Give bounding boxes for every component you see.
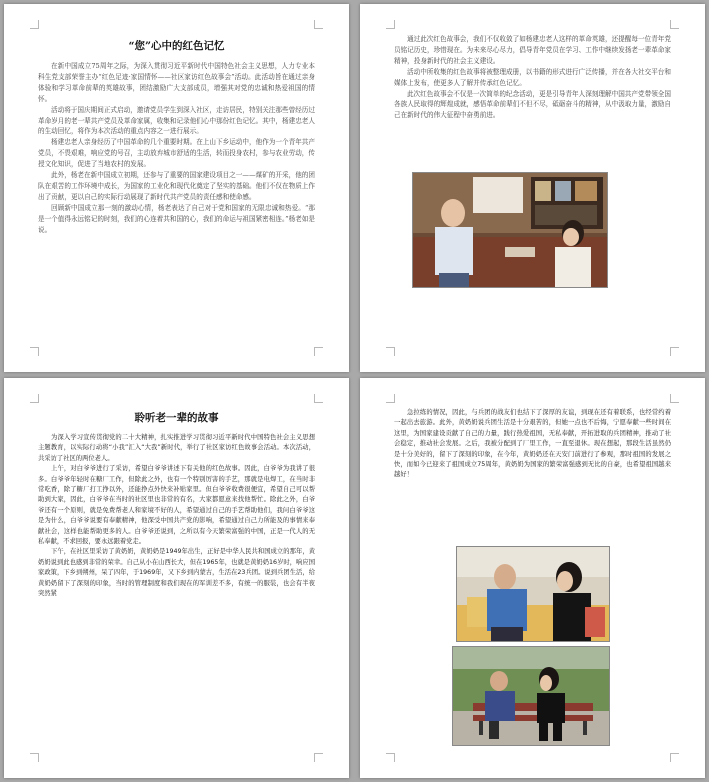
page-corner-mark [386, 753, 395, 762]
document-page-4 [360, 378, 705, 778]
document-page-1 [4, 4, 349, 372]
document-page-2 [360, 4, 705, 372]
interview-photo-image [453, 647, 609, 745]
page-corner-mark [314, 347, 323, 356]
paragraph: 上午，对白爷爷进行了采访，希望白爷爷讲述下有关他的红色故事。因此，白爷爷为我讲了很多。白爷爷年轻时在糖厂工作，但除此之外，也有一个特别厉害的手艺，那就是电焊工，在当时非常吃香，除了糖厂打工挣以外，还能挣点外快来补贴家里。但白爷爷收费很便宜，希望自己可以帮助到大家，因此，白爷爷在当时的社区里也非常的有名，大家都愿意来找他帮忙。除此之外，白爷爷还有一个原则，就是免费帮老人和家境不好的人，希望通过自己的手艺帮助他们，我问白爷爷这是为什么，白爷爷说要有奉献精神，他深受中国共产党的影响，希望通过自己力所能及的事情来奉献社会，这样也能帮助更多的人。白爷爷还说到，之所以有今天繁荣富强的中国，正是一代人的无私奉献，不求回报，要永远跟着党走。 [38, 465, 315, 546]
paragraph: 为深入学习宣传贯彻党的二十大精神，扎实推进学习贯彻习近平新时代中国特色社会主义思想主题教育，以实际行动将“小我”汇入“大我”新时代，举行了社区家访红色故事会活动。本次活动，共采访了社区的两位老人。 [38, 434, 315, 462]
paragraph: 在新中国成立75周年之际，为深入贯彻习近平新时代中国特色社会主义思想，人力专业本科生党支部荣誉主办“红色足迹·家国情怀——社区家访红色故事会”活动。此活动旨在通过亲身体验和学习革命前辈的英雄故事，团结激励广大支部成员，增强其对党的忠诚和热爱祖国的情怀。 [38, 62, 315, 103]
interview-photo [456, 546, 610, 642]
page-corner-mark [30, 753, 39, 762]
page-1-content [38, 34, 315, 236]
paragraph: 活动将于国庆期间正式启动，邀请党员学生到深入社区，走访居民，特别关注那些曾经历过革命岁月的老一辈共产党员及革命家属，收集和记录他们心中那份红色记忆。其中，杨建忠老人的生动回忆，将作为本次活动的重点内容之一进行展示。 [38, 105, 315, 136]
page-corner-mark [314, 394, 323, 403]
paragraph: 此外，杨老在新中国成立初期，还参与了重要的国家建设项目之一——煤矿的开采，他的团队在艰苦的工作环境中成长，为国家的工业化和现代化奠定了坚实的基础。他们不仅在物质上作出了贡献，更以自己的实际行动展现了新时代共产党员的责任感和使命感。 [38, 171, 315, 201]
page-corner-mark [670, 347, 679, 356]
interview-photo-image [457, 547, 609, 641]
paragraph: 此次红色故事会不仅是一次简单的纪念活动，更是引导青年人深刻理解中国共产党带领全国各族人民取得的辉煌成就，感悟革命前辈们不但不尽，砥砺奋斗的精神，从中汲取力量，激励自己在新时代的伟大征程中奋勇前进。 [394, 89, 671, 120]
page-corner-mark [30, 347, 39, 356]
page-corner-mark [314, 753, 323, 762]
page-corner-mark [670, 394, 679, 403]
paragraph: 回顾新中国成立那一刻的激动心情，杨老表达了自己对于党和国家的无限忠诚和热爱。“那是一个值得永远铭记的时刻，我们的心连着共和国的心，我们的命运与祖国紧密相连。”杨老如是说。 [38, 203, 316, 234]
interview-photo [452, 646, 610, 746]
paragraph: 下午，在社区里采访了黄奶奶，黄奶奶是1949年出生，正好是中华人民共和国成立的那年，黄奶奶说到此也感到非常的荣幸。自己从小在山西长大，但在1965年，也就是黄奶奶16岁时，响应国家政策，下乡到朔州，呆了四年，于1969年，又下乡到内蒙古，生活在23兵团。说到兵团生活，给黄奶奶留下了深刻的印象，当时的管理制度和我们现在的军训差不多，有统一的服装，也会有半夜突然紧 [38, 548, 315, 598]
page-corner-mark [386, 394, 395, 403]
page-corner-mark [314, 20, 323, 29]
page-corner-mark [30, 20, 39, 29]
page-title: 聆听老一辈的故事 [134, 412, 219, 424]
interview-photo-image [413, 173, 607, 287]
page-corner-mark [386, 347, 395, 356]
page-corner-mark [670, 20, 679, 29]
page-2-content [394, 34, 671, 121]
page-corner-mark [670, 753, 679, 762]
paragraph: 活动中所收集的红色故事将被整理成册，以书籍的形式进行广泛传播，并在各大社交平台和媒体上发布，使更多人了解并传承红色记忆。 [394, 67, 671, 87]
document-page-3 [4, 378, 349, 778]
page-4-content [394, 408, 671, 481]
paragraph: 急拉练的情况，因此，与兵团的战友们也结下了深厚的友谊，到现在还有着联系，也经常约着一起出去旅游。此外，黄奶奶说兵团生活是十分艰苦的，但她一点也不后悔，宁愿奉献一些时间在这里，为国家建设贡献了自己的力量，践行热爱祖国，无私奉献，开拓进取的兵团精神，推动了社会稳定，推动社会发展。之后，我被分配到了厂里工作，一直至退休。现在想起，那段生活虽然仍是十分美好的，留下了深刻的印象，在今年，黄奶奶还在天安门前进行了参观，那时祖国的发展之快，而如今已迎来了祖国成立75周年，黄奶奶为国家的繁荣富强感到无比的自豪，也希望祖国越来越好！ [394, 409, 671, 479]
page-3-content [38, 408, 315, 600]
interview-photo [412, 172, 608, 288]
page-corner-mark [386, 20, 395, 29]
paragraph: 通过此次红色故事会，我们不仅收敛了如杨建忠老人这样的革命英雄，还提醒每一位青年党员铭记历史，珍惜现在。为未来尽心尽力，倡导青年党员在学习、工作中继续发扬老一辈革命家精神，投身新时代的社会主义建设。 [394, 35, 671, 65]
paragraph: 杨建忠老人亲身经历了中国革命的几个重要时期。在上山下乡运动中，他作为一个青年共产党员，不畏艰难，响应党的号召，主动放弃城市舒适的生活，转而投身农村，参与农业劳动，传授文化知识，促进了当地农村的发展。 [38, 138, 315, 169]
page-corner-mark [30, 394, 39, 403]
page-title: “您”心中的红色记忆 [128, 40, 225, 52]
